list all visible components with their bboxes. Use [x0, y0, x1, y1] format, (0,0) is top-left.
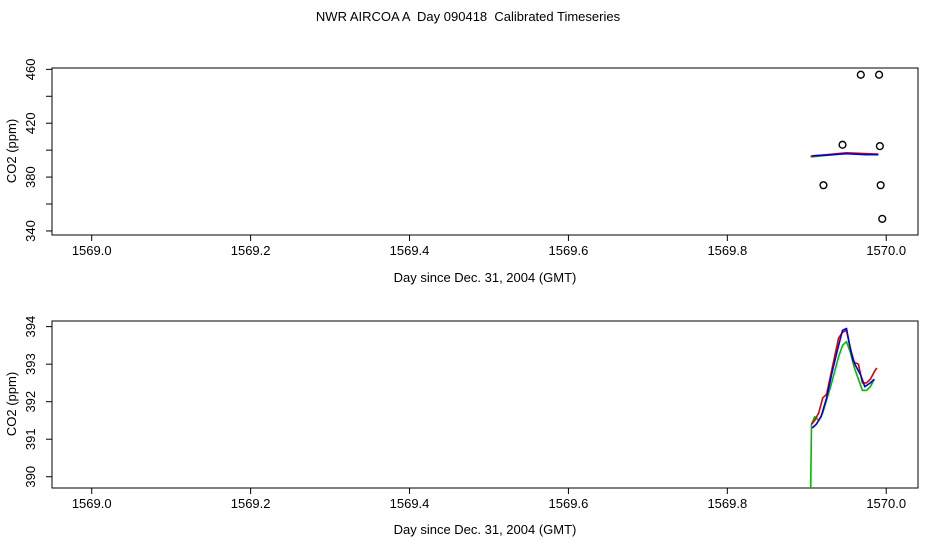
panel-1-series-line-3	[812, 154, 878, 156]
panel-2-ytick-label: 392	[23, 390, 38, 413]
panel-2-ytick-label: 394	[23, 315, 38, 338]
panel-2-xtick-label: 1570.0	[866, 496, 907, 511]
panel-1-xtick-label: 1569.2	[230, 243, 271, 258]
panel-1-xtick-label: 1569.8	[707, 243, 748, 258]
chart-title: NWR AIRCOA A Day 090418 Calibrated Timeseries	[315, 9, 621, 24]
panel-2-xtick-label: 1569.8	[707, 496, 748, 511]
panel-1-data-point	[857, 71, 864, 78]
panel-1-xtick-label: 1569.4	[389, 243, 430, 258]
panel-1-ytick-label: 460	[23, 58, 38, 81]
panel-1-xtick-label: 1569.0	[71, 243, 112, 258]
panel-2-ylabel: CO2 (ppm)	[4, 371, 19, 437]
panel-2-xtick-label: 1569.0	[71, 496, 112, 511]
panel-1-plot-frame	[52, 68, 918, 235]
panel-2-ytick-label: 390	[23, 465, 38, 488]
panel-1-data-point	[877, 182, 884, 189]
panel-2-xtick-label: 1569.6	[548, 496, 589, 511]
panel-1-xlabel: Day since Dec. 31, 2004 (GMT)	[393, 270, 577, 285]
panel-2-xlabel: Day since Dec. 31, 2004 (GMT)	[393, 522, 577, 537]
panel-2-series-line-1	[811, 342, 875, 488]
panel-1-data-point	[876, 143, 883, 150]
panel-2-plot-frame	[52, 321, 918, 488]
panel-1-ylabel: CO2 (ppm)	[4, 118, 19, 184]
panel-2-xtick-label: 1569.2	[230, 496, 271, 511]
panel-1-ytick-label: 420	[23, 112, 38, 135]
panel-1-ytick-label: 340	[23, 220, 38, 242]
panel-1-data-point	[879, 215, 886, 222]
panel-1-data-point	[820, 182, 827, 189]
panel-1-ytick-label: 380	[23, 166, 38, 188]
panel-1-xtick-label: 1570.0	[866, 243, 907, 258]
panel-2-ytick-label: 391	[23, 428, 38, 451]
panel-2-xtick-label: 1569.4	[389, 496, 430, 511]
panel-1-xtick-label: 1569.6	[548, 243, 589, 258]
panel-2-series-line-3	[812, 329, 874, 429]
panel-1-data-point	[876, 71, 883, 78]
panel-2-ytick-label: 393	[23, 353, 38, 376]
panel-1-data-point	[839, 141, 846, 148]
